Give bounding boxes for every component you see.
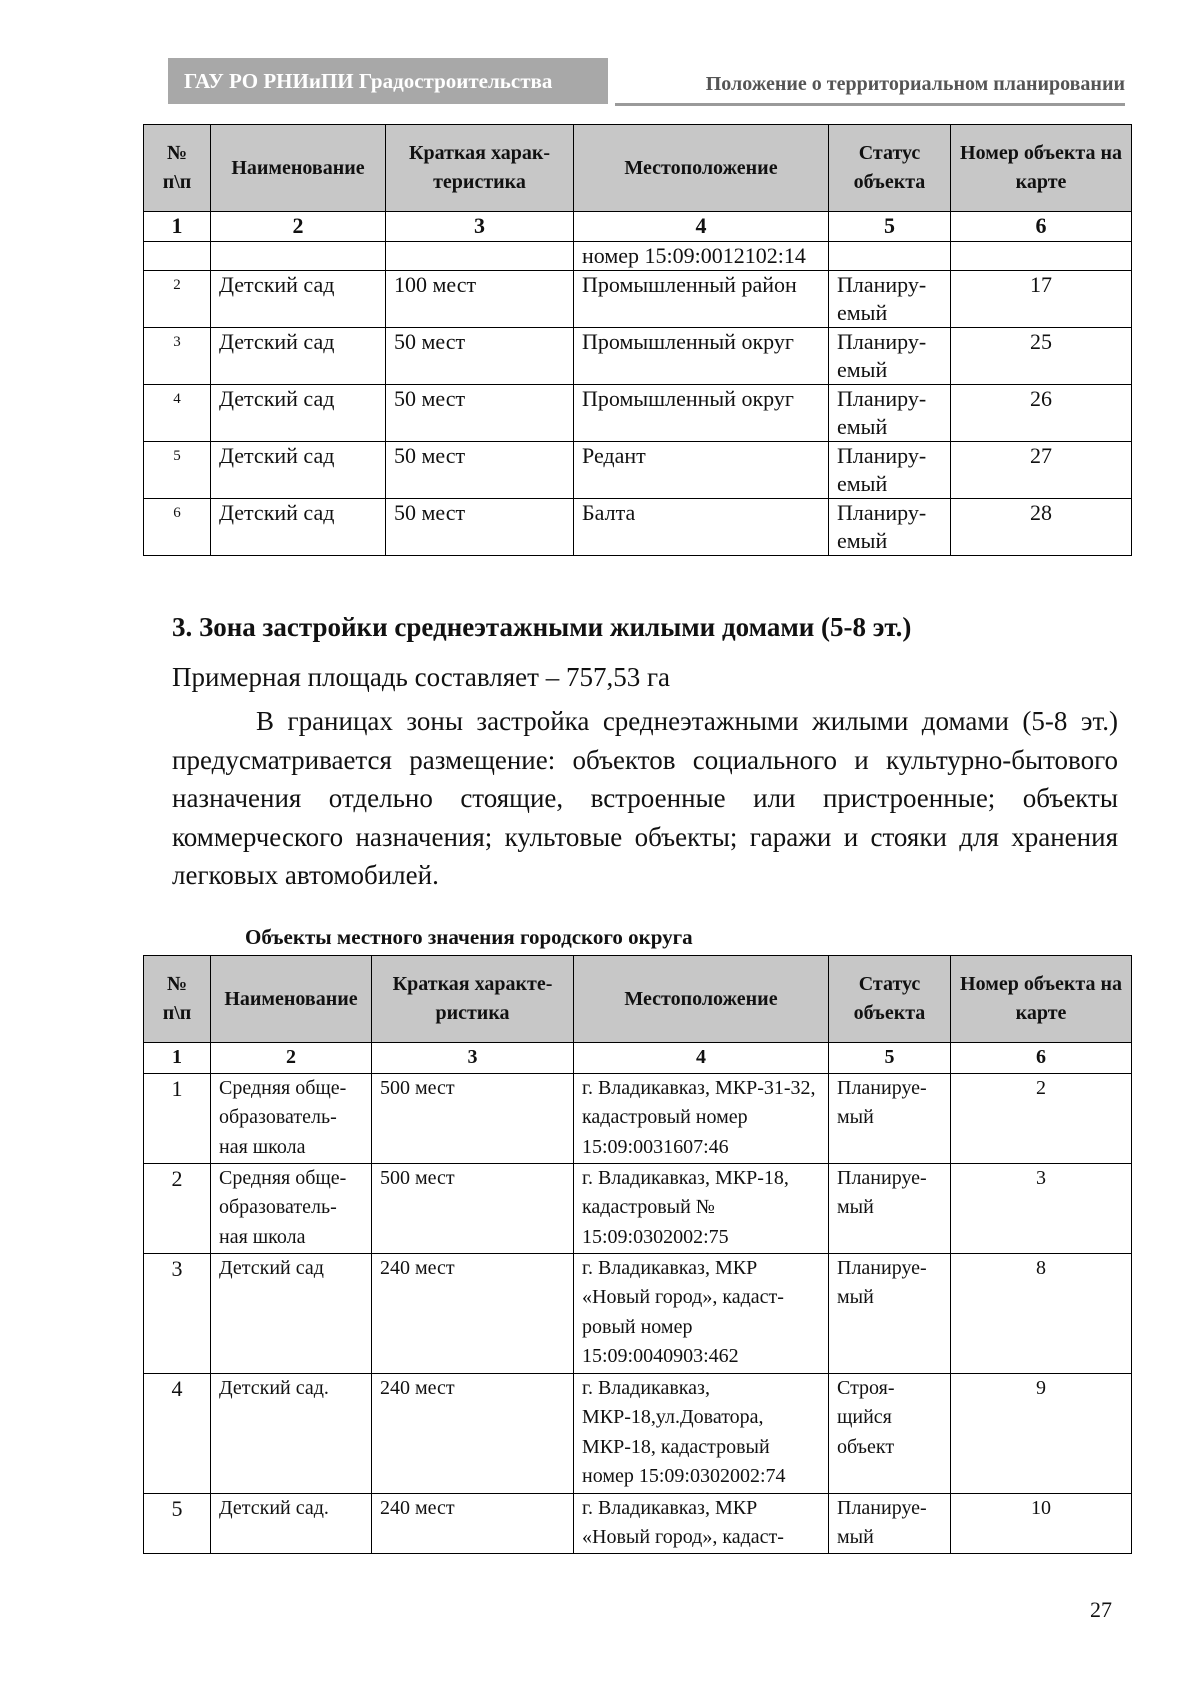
column-number: 2 [211, 212, 386, 242]
header-cell: Местоположение [574, 956, 829, 1043]
cell-map-number: 10 [951, 1493, 1132, 1553]
cell-status: Планируе-мый [829, 1253, 951, 1373]
column-number: 4 [574, 1043, 829, 1074]
cell-description: 100 мест [386, 271, 574, 328]
body-paragraph: В границах зоны застройка среднеэтажными жилыми домами (5-8 эт.) предусматривается размещение: объектов социального и культурно-бытового назначения отдельно стоящие, встроенные или пристроенные; объекты коммерческого назначения; культовые объекты; гаражи и стояки для хранения легковых автомобилей. [172, 706, 1118, 890]
table-row [144, 1253, 1132, 1373]
cell-name: Детский сад [211, 1253, 372, 1373]
header-organization: ГАУ РО РНИиПИ Градостроительства [168, 58, 608, 104]
cell-name: Детский сад. [211, 1373, 372, 1493]
cell-map-number: 28 [951, 499, 1132, 556]
table-row [144, 385, 1132, 442]
cell-location: Редант [574, 442, 829, 499]
objects-table-2 [143, 955, 1132, 1554]
column-number: 3 [386, 212, 574, 242]
cell-name: Детский сад [211, 442, 386, 499]
cell-name: Детский сад [211, 328, 386, 385]
header-cell: Номер объекта на карте [951, 125, 1132, 212]
cell-status: Планиру-емый [829, 385, 951, 442]
cell-description: 240 мест [372, 1493, 574, 1553]
cell-map-number: 25 [951, 328, 1132, 385]
table-caption: Объекты местного значения городского округа [245, 925, 693, 949]
table-row [144, 328, 1132, 385]
cell-name: Детский сад. [211, 1493, 372, 1553]
cell [386, 242, 574, 271]
cell [144, 242, 211, 271]
cell [951, 242, 1132, 271]
cell-name: Детский сад [211, 271, 386, 328]
page-number: 27 [1090, 1597, 1112, 1622]
cell-map-number: 8 [951, 1253, 1132, 1373]
cell-description: 50 мест [386, 442, 574, 499]
cell-name: Детский сад [211, 385, 386, 442]
cell-map-number: 3 [951, 1163, 1132, 1253]
objects-table-1 [143, 124, 1132, 556]
table-row [144, 1073, 1132, 1163]
cell-description: 50 мест [386, 385, 574, 442]
cell-description: 50 мест [386, 328, 574, 385]
column-number: 3 [372, 1043, 574, 1074]
table-row [144, 1373, 1132, 1493]
cell-map-number: 27 [951, 442, 1132, 499]
column-number: 1 [144, 212, 211, 242]
cell-status: Планиру-емый [829, 499, 951, 556]
table-row [144, 271, 1132, 328]
table-row [144, 242, 1132, 271]
cell-status: Строя-щийся объект [829, 1373, 951, 1493]
cell-map-number: 9 [951, 1373, 1132, 1493]
cell-location: Промышленный округ [574, 385, 829, 442]
cell [829, 242, 951, 271]
cell-location: г. Владикавказ, МКР «Новый город», кадаст-ровый номер 15:09:0040903:462 [574, 1253, 829, 1373]
cell-number: 5 [144, 442, 211, 499]
cell-number: 4 [144, 1373, 211, 1493]
cell-number: 1 [144, 1073, 211, 1163]
header-cell: № п\п [144, 956, 211, 1043]
cell: номер 15:09:0012102:14 [574, 242, 829, 271]
column-number: 6 [951, 1043, 1132, 1074]
header-cell: Краткая характе-ристика [372, 956, 574, 1043]
cell-map-number: 2 [951, 1073, 1132, 1163]
header-cell: Статус объекта [829, 125, 951, 212]
cell-number: 3 [144, 1253, 211, 1373]
cell-status: Планиру-емый [829, 442, 951, 499]
table-row [144, 499, 1132, 556]
column-number-row [144, 212, 1132, 242]
cell-number: 2 [144, 1163, 211, 1253]
cell-description: 240 мест [372, 1253, 574, 1373]
cell-location: г. Владикавказ, МКР-18,ул.Доватора, МКР-18, кадастровый номер 15:09:0302002:74 [574, 1373, 829, 1493]
header-cell: Наименование [211, 956, 372, 1043]
cell-status: Планиру-емый [829, 271, 951, 328]
cell-status: Планируе-мый [829, 1073, 951, 1163]
cell-location: Промышленный округ [574, 328, 829, 385]
cell-name: Средняя обще-образователь-ная школа [211, 1073, 372, 1163]
table-row [144, 1163, 1132, 1253]
table-row [144, 1493, 1132, 1553]
cell-number: 3 [144, 328, 211, 385]
cell-number: 5 [144, 1493, 211, 1553]
table-row [144, 442, 1132, 499]
cell-number: 6 [144, 499, 211, 556]
cell-description: 50 мест [386, 499, 574, 556]
header-cell: Наименование [211, 125, 386, 212]
cell-number: 4 [144, 385, 211, 442]
section-title: 3. Зона застройки среднеэтажными жилыми домами (5-8 эт.) [172, 612, 912, 642]
cell-location: г. Владикавказ, МКР-18, кадастровый № 15:09:0302002:75 [574, 1163, 829, 1253]
table-header-row [144, 956, 1132, 1043]
cell [211, 242, 386, 271]
table-header-row [144, 125, 1132, 212]
column-number: 1 [144, 1043, 211, 1074]
cell-status: Планиру-емый [829, 328, 951, 385]
cell-description: 500 мест [372, 1163, 574, 1253]
cell-status: Планируе-мый [829, 1493, 951, 1553]
column-number: 6 [951, 212, 1132, 242]
header-cell: № п\п [144, 125, 211, 212]
header-cell: Номер объекта на карте [951, 956, 1132, 1043]
header-cell: Краткая харак-теристика [386, 125, 574, 212]
cell-location: г. Владикавказ, МКР-31-32, кадастровый номер 15:09:0031607:46 [574, 1073, 829, 1163]
cell-status: Планируе-мый [829, 1163, 951, 1253]
cell-location: Промышленный район [574, 271, 829, 328]
header-cell: Статус объекта [829, 956, 951, 1043]
cell-description: 240 мест [372, 1373, 574, 1493]
cell-map-number: 26 [951, 385, 1132, 442]
column-number: 5 [829, 1043, 951, 1074]
area-statement: Примерная площадь составляет – 757,53 га [172, 662, 670, 692]
cell-location: Балта [574, 499, 829, 556]
column-number: 5 [829, 212, 951, 242]
column-number: 2 [211, 1043, 372, 1074]
cell-description: 500 мест [372, 1073, 574, 1163]
cell-location: г. Владикавказ, МКР «Новый город», кадаст- [574, 1493, 829, 1553]
cell-name: Средняя обще-образователь-ная школа [211, 1163, 372, 1253]
cell-map-number: 17 [951, 271, 1132, 328]
column-number: 4 [574, 212, 829, 242]
column-number-row [144, 1043, 1132, 1074]
header-cell: Местоположение [574, 125, 829, 212]
header-document-title: Положение о территориальном планировании [615, 62, 1125, 106]
cell-name: Детский сад [211, 499, 386, 556]
cell-number: 2 [144, 271, 211, 328]
